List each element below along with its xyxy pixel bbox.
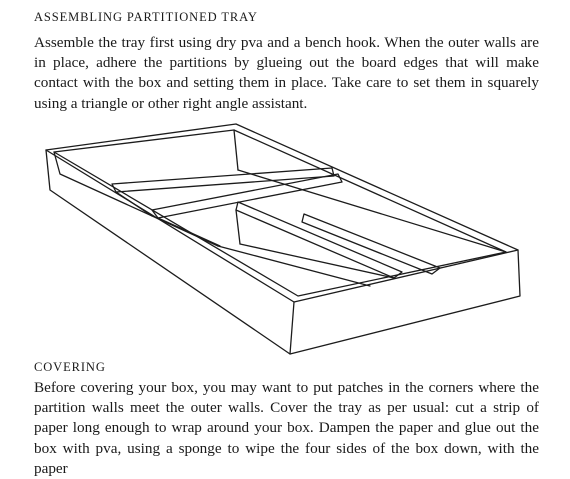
tray-inner-floor-back (238, 170, 506, 252)
tray-cross-partition-1 (152, 174, 342, 218)
tray-outer-rim (46, 124, 518, 302)
tray-cross-partition-2-floor (236, 210, 240, 244)
section-heading-covering: COVERING (34, 360, 106, 374)
tray-left-wall-bottom (46, 150, 294, 354)
tray-cross-partition-1-floor (158, 218, 220, 246)
paragraph-covering: Before covering your box, you may want to put patches in the corners where the partition walls meet the outer walls. Cover the tray as per usual: cut a strip of paper long enough to wrap around your box. Dampen the paper and glue out the box with pva, using a sponge to wipe the four sides of the box down, with the paper (34, 379, 539, 477)
tray-long-partition (112, 168, 334, 192)
section-heading-assembling: ASSEMBLING PARTITIONED TRAY (34, 10, 258, 24)
tray-long-partition-floor (116, 192, 152, 216)
tray-cross-partition-3 (302, 214, 440, 274)
tray-cross-partition-2 (236, 202, 402, 278)
tray-inner-rim (54, 130, 506, 296)
tray-floor-line (218, 246, 370, 286)
tray-inner-corner-back (234, 130, 238, 170)
paragraph-assembling: Assemble the tray first using dry pva and a bench hook. When the outer walls are in place, adhere the partitions by glueing out the board edges that will make contact with the box and setting them in place. Take care to set them in squarely using a triangle or other right angle assistant. (34, 34, 539, 112)
partitioned-tray-illustration (40, 118, 530, 360)
tray-right-wall-bottom (290, 250, 520, 354)
